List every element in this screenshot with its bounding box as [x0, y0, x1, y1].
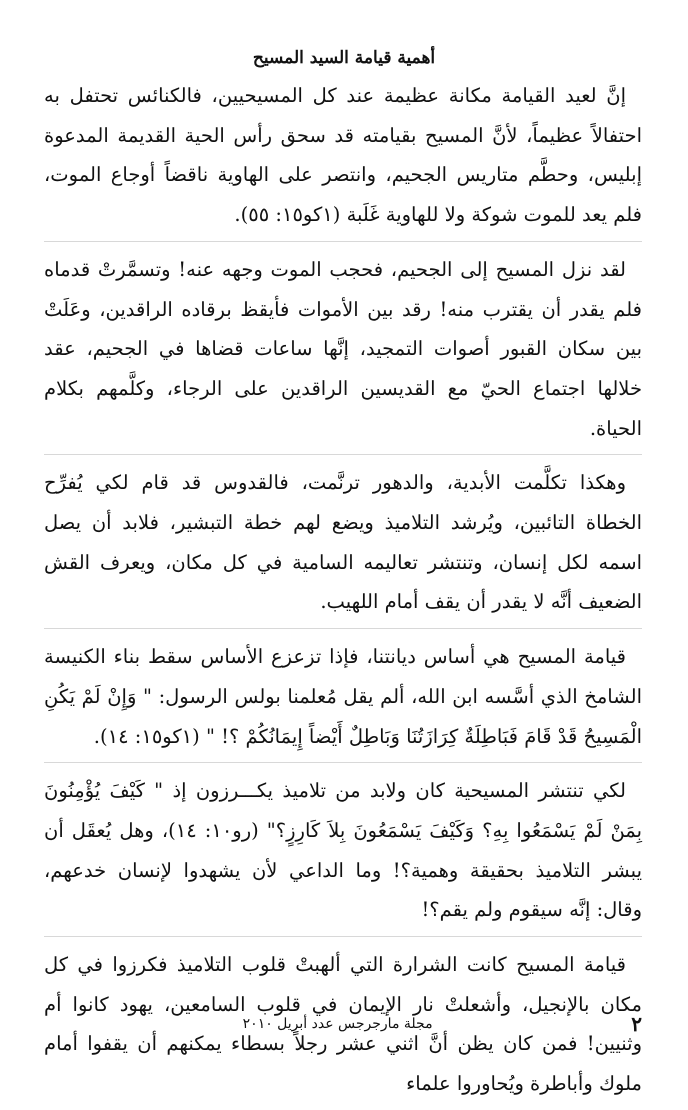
- page-number: ٢: [631, 1012, 642, 1036]
- paragraph: لكي تنتشر المسيحية كان ولابد من تلاميذ يكـــرزون إذ " كَيْفَ يُؤْمِنُونَ بِمَنْ لَمْ يَسْمَعُوا بِهِ؟ وَكَيْفَ يَسْمَعُونَ بِلاَ كَارِزٍ؟" (رو١٠: ١٤)، وهل يُعقَل أن يبشر التلاميذ بحقيقة وهمية؟! وما الداعي لأن يشهدوا لإنسان خدعهم، وقال: إنَّه سيقوم ولم يقم؟!: [44, 771, 642, 937]
- paragraph: قيامة المسيح هي أساس ديانتنا، فإذا تزعزع الأساس سقط بناء الكنيسة الشامخ الذي أسَّسه ابن الله، ألم يقل مُعلمنا بولس الرسول: " وَإِنْ لَمْ يَكُنِ الْمَسِيحُ قَدْ قَامَ فَبَاطِلَةٌ كِرَازَتُنَا وَبَاطِلٌ أَيْضاً إِيمَانُكُمْ ؟! " (١كو١٥: ١٤).: [44, 637, 642, 763]
- article-body: [44, 76, 642, 1110]
- paragraph: وهكذا تكلَّمت الأبدية، والدهور ترنَّمت، فالقدوس قد قام لكي يُفرِّح الخطاة التائبين، ويُرشد التلاميذ ويضع لهم خطة التبشير، فلابد أن يصل اسمه لكل إنسان، وتنتشر تعاليمه السامية في كل مكان، ويعرف القش الضعيف أنَّه لا يقدر أن يقف أمام اللهيب.: [44, 463, 642, 629]
- paragraph: قيامة المسيح كانت الشرارة التي ألهبتْ قلوب التلاميذ فكرزوا في كل مكان بالإنجيل، وأشعلتْ نار الإيمان في قلوب السامعين، يهود كانوا أم وثنيين! فمن كان يظن أنَّ اثني عشر رجلاً بسطاء يمكنهم أن يقفوا أمام ملوك وأباطرة ويُحاوروا علماء: [44, 953, 642, 1096]
- paragraph: لقد نزل المسيح إلى الجحيم، فحجب الموت وجهه عنه! وتسمَّرتْ قدماه فلم يقدر أن يقترب منه! رقد بين الأموات فأيقظ برقاده الراقدين، وعَلَتْ بين سكان القبور أصوات التمجيد، إنَّها ساعات قضاها في الجحيم، عقد خلالها اجتماع الحيّ مع القديسين الراقدين على الرجاء، وكلَّمهم بكلام الحياة.: [44, 250, 642, 456]
- page-title: أهمية قيامة السيد المسيح: [252, 48, 436, 68]
- page-footer: [44, 1012, 642, 1036]
- paragraph: إنَّ لعيد القيامة مكانة عظيمة عند كل المسيحيين، فالكنائس تحتفل به احتفالاً عظيماً، لأنَّ المسيح بقيامته قد سحق رأس الحية القديمة المدعوة إبليس، وحطَّم متاريس الجحيم، وانتصر على الهاوية ناقضاً أوجاع الموت، فلم يعد للموت شوكة ولا للهاوية غَلَبة (١كو١٥: ٥٥).: [44, 76, 642, 242]
- magazine-issue: مجلة مارجرجس عدد أبريل ٢٠١٠: [242, 1016, 433, 1032]
